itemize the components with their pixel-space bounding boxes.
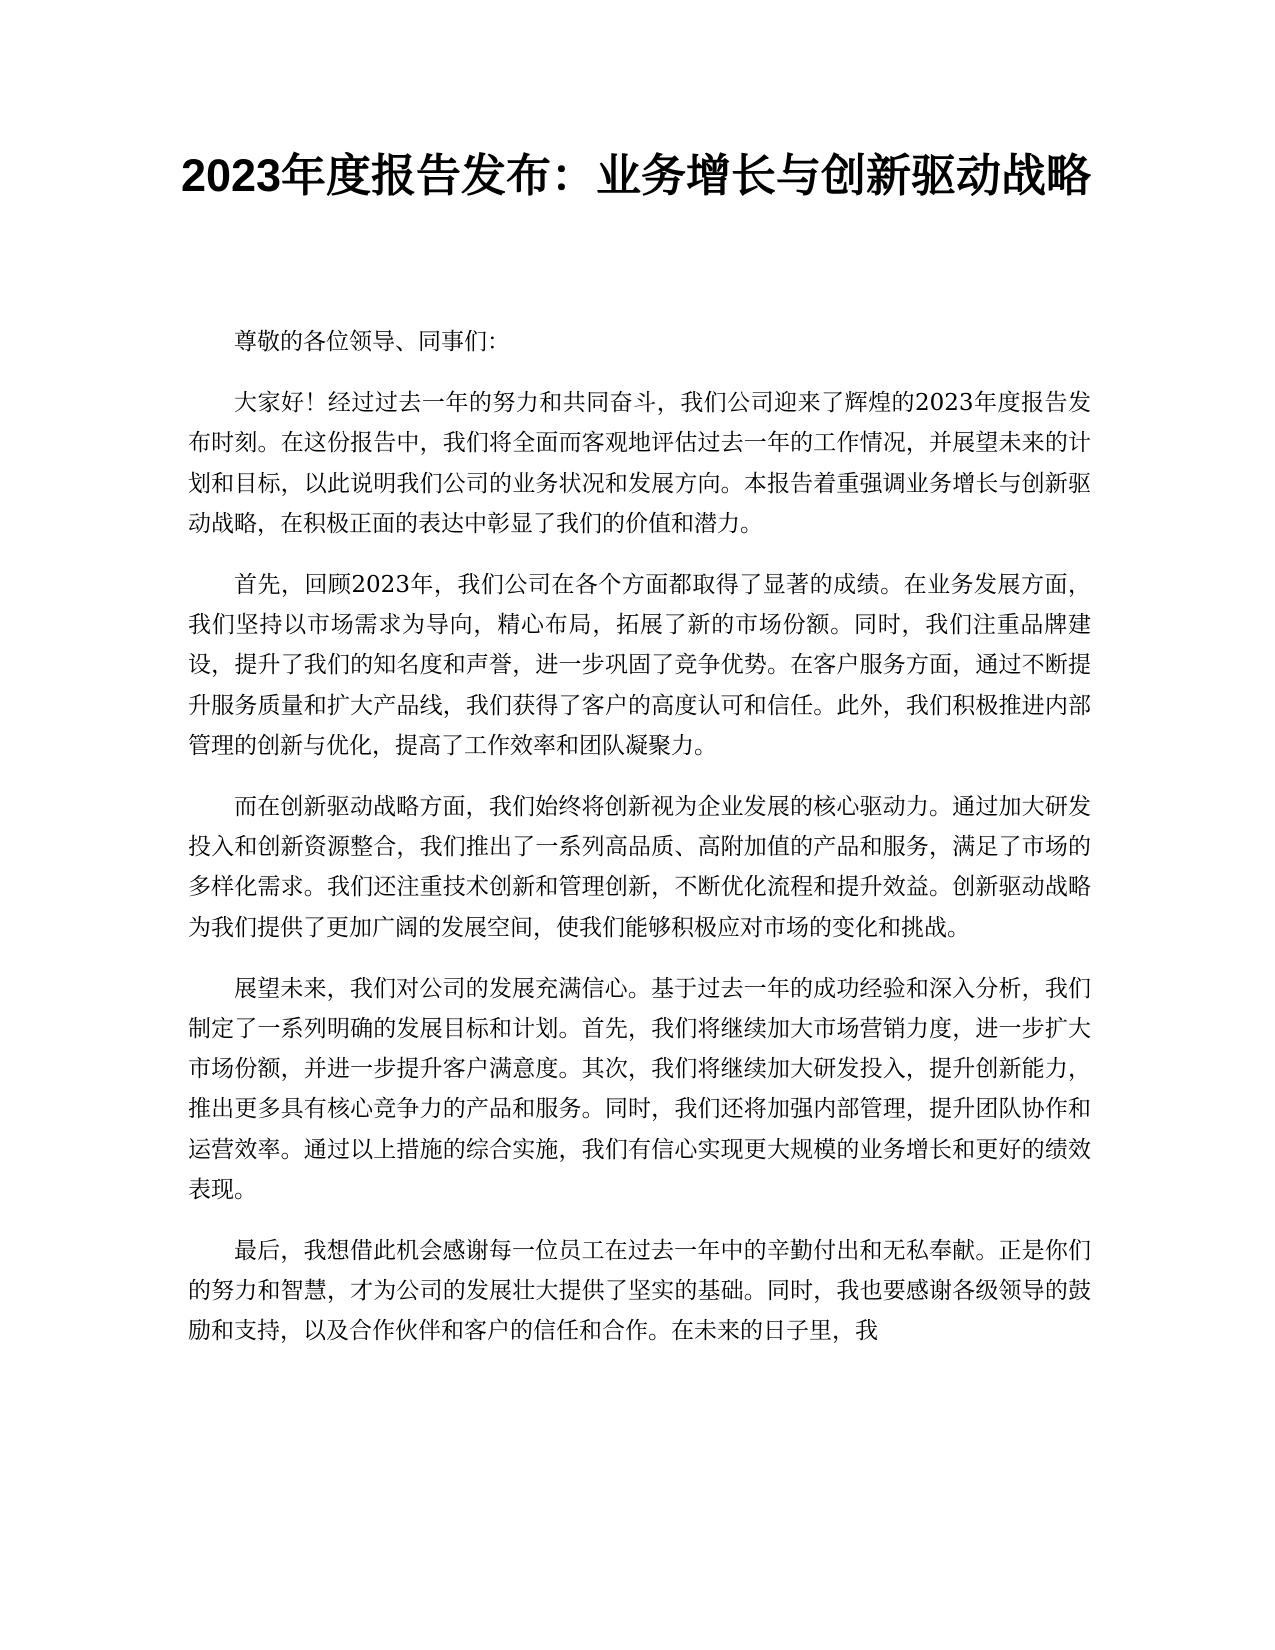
review-paragraph: 首先，回顾2023年，我们公司在各个方面都取得了显著的成绩。在业务发展方面，我们坚持以市场需求为导向，精心布局，拓展了新的市场份额。同时，我们注重品牌建设，提升了我们的知名度和声誉，进一步巩固了竞争优势。在客户服务方面，通过不断提升服务质量和扩大产品线，我们获得了客户的高度认可和信任。此外，我们积极推进内部管理的创新与优化，提高了工作效率和团队凝聚力。 [188,572,1091,759]
closing-paragraph: 最后，我想借此机会感谢每一位员工在过去一年中的辛勤付出和无私奉献。正是你们的努力和智慧，才为公司的发展壮大提供了坚实的基础。同时，我也要感谢各级领导的鼓励和支持，以及合作伙伴和客户的信任和合作。在未来的日子里，我 [188,1238,1091,1345]
outlook-paragraph: 展望未来，我们对公司的发展充满信心。基于过去一年的成功经验和深入分析，我们制定了一系列明确的发展目标和计划。首先，我们将继续加大市场营销力度，进一步扩大市场份额，并进一步提升客户满意度。其次，我们将继续加大研发投入，提升创新能力，推出更多具有核心竞争力的产品和服务。同时，我们还将加强内部管理，提升团队协作和运营效率。通过以上措施的综合实施，我们有信心实现更大规模的业务增长和更好的绩效表现。 [188,975,1091,1203]
innovation-paragraph: 而在创新驱动战略方面，我们始终将创新视为企业发展的核心驱动力。通过加大研发投入和创新资源整合，我们推出了一系列高品质、高附加值的产品和服务，满足了市场的多样化需求。我们还注重技术创新和管理创新，不断优化流程和提升效益。创新驱动战略为我们提供了更加广阔的发展空间，使我们能够积极应对市场的变化和挑战。 [188,794,1091,941]
intro-paragraph: 大家好！经过过去一年的努力和共同奋斗，我们公司迎来了辉煌的2023年度报告发布时刻。在这份报告中，我们将全面而客观地评估过去一年的工作情况，并展望未来的计划和目标，以此说明我们公司的业务状况和发展方向。本报告着重强调业务增长与创新驱动战略，在积极正面的表达中彰显了我们的价值和潜力。 [188,390,1091,537]
document-title: 2023年度报告发布：业务增长与创新驱动战略 [180,150,1092,201]
document-body [188,322,1091,1452]
salutation-paragraph: 尊敬的各位领导、同事们： [234,329,510,355]
